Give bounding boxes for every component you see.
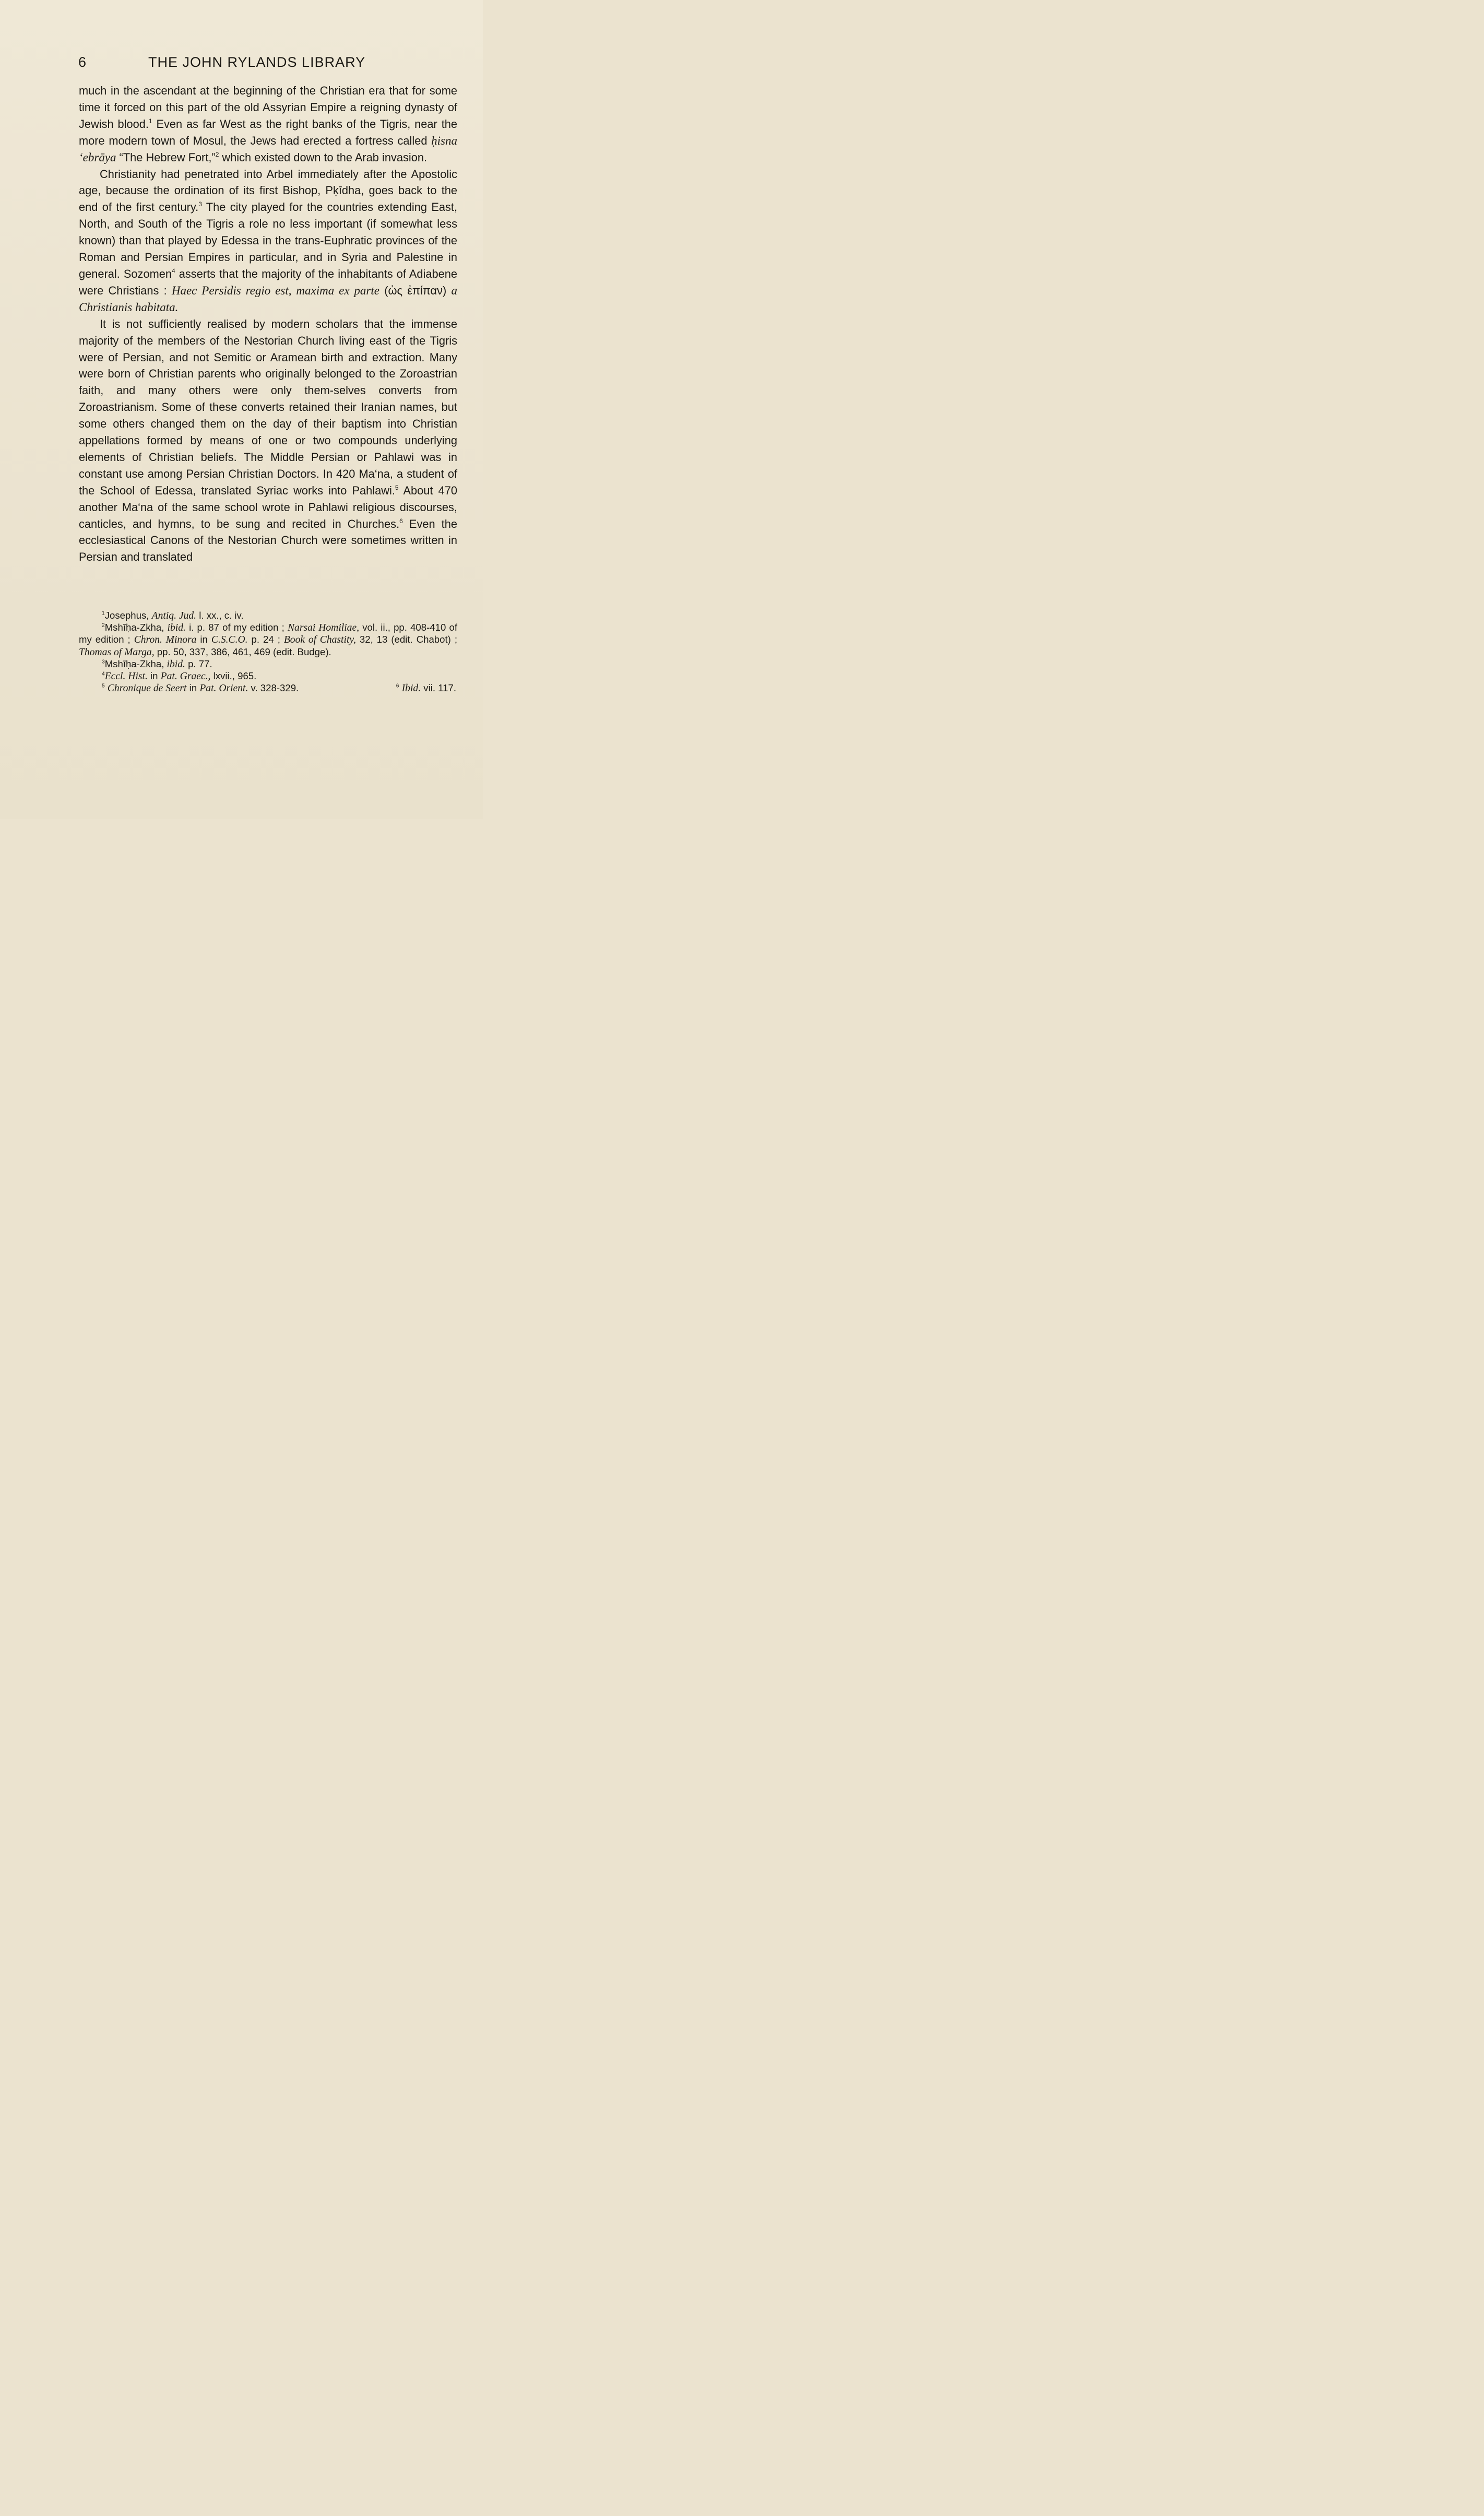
footnote-5-6 <box>79 682 457 694</box>
book-page <box>0 0 483 819</box>
main-text <box>79 82 457 565</box>
running-title: THE JOHN RYLANDS LIBRARY <box>148 54 366 70</box>
footnote-ref[interactable]: 2 <box>215 150 219 158</box>
latin-quotation: Haec Persidis regio est, maxima ex parte <box>171 284 379 297</box>
footnote-ref[interactable]: 6 <box>399 517 403 525</box>
footnote-3: $^3$Mshīḥa-Zkha, ibid. p. 77. <box>102 658 212 670</box>
footnote-ref[interactable]: 4 <box>171 267 175 275</box>
paragraph-2: Christianity had penetrated into Arbel immediately after the Apostolic age, because the ordination of its first Bishop, Pḳīdha, goes back to the end of the first century.$^3$ The city played for the countries extending East, North, and South of the Tigris a role no less important (if somewhat less known) than that played by Edessa in the trans-Euphratic provinces of the Roman and Persian Empires in particular, and in Syria and Palestine in general. Sozomen$^4$ asserts that the majority of the inhabitants of Adiabene were Christians : Haec Persidis regio est, maxima ex parte (ὡς ἐπίπαν) a Christianis habitata. <box>79 167 457 314</box>
footnote-ref[interactable]: 3 <box>198 200 202 208</box>
footnote-6: $^6$ Ibid. vii. 117. <box>396 682 456 694</box>
footnote-2: $^2$Mshīḥa-Zkha, ibid. i. p. 87 of my edition ; Narsai Homiliae, vol. ii., pp. 408-410 of my edition ; Chron. Minora in C.S.C.O. p. 24 ; Book of Chastity, 32, 13 (edit. Chabot) ; Thomas of Marga, pp. 50, 337, 386, 461, 469 (edit. Budge). <box>79 622 457 658</box>
paragraph-3: It is not sufficiently realised by modern scholars that the immense majority of the members of the Nestorian Church living east of the Tigris were of Persian, and not Semitic or Aramean birth and extraction. Many were born of Christian parents who originally belonged to the Zoroastrian faith, and many others were only them-selves converts from Zoroastrianism. Some of these converts retained their Iranian names, but some others changed them on the day of their baptism into Christian appellations formed by means of one or two compounds underlying elements of Christian beliefs. The Middle Persian or Pahlawi was in constant use among Persian Christian Doctors. In 420 Ma‘na, a student of the School of Edessa, translated Syriac works into Pahlawi.$^5$ About 470 another Ma‘na of the same school wrote in Pahlawi religious discourses, canticles, and hymns, to be sung and recited in Churches.$^6$ Even the ecclesiastical Canons of the Nestorian Church were sometimes written in Persian and translated <box>79 317 457 564</box>
footnote-1: $^1$Josephus, Antiq. Jud. l. xx., c. iv. <box>102 610 244 621</box>
footnote-ref[interactable]: 5 <box>395 483 399 491</box>
latin-quotation: a Christianis habitata. <box>79 284 457 314</box>
footnote-ref[interactable]: 1 <box>148 117 152 125</box>
greek-phrase: (ὡς ἐπίπαν) <box>379 284 452 297</box>
page-number: 6 <box>78 54 87 70</box>
footnote-4: $^4$Eccl. Hist. in Pat. Graec., lxvii., 965. <box>102 670 257 682</box>
footnote-5: $^5$ Chronique de Seert in Pat. Orient. v. 328-329. <box>102 682 299 694</box>
footnotes <box>79 610 457 694</box>
page-header <box>78 54 458 75</box>
italic-term: ḥisna ‘ebrāya <box>79 134 457 164</box>
paragraph-1: much in the ascendant at the beginning of the Christian era that for some time it forced on this part of the old Assyrian Empire a reigning dynasty of Jewish blood.$^1$ Even as far West as the right banks of the Tigris, near the more modern town of Mosul, the Jews had erected a fortress called ḥisna ‘ebrāya “The Hebrew Fort,”$^2$ which existed down to the Arab invasion. <box>79 84 457 164</box>
